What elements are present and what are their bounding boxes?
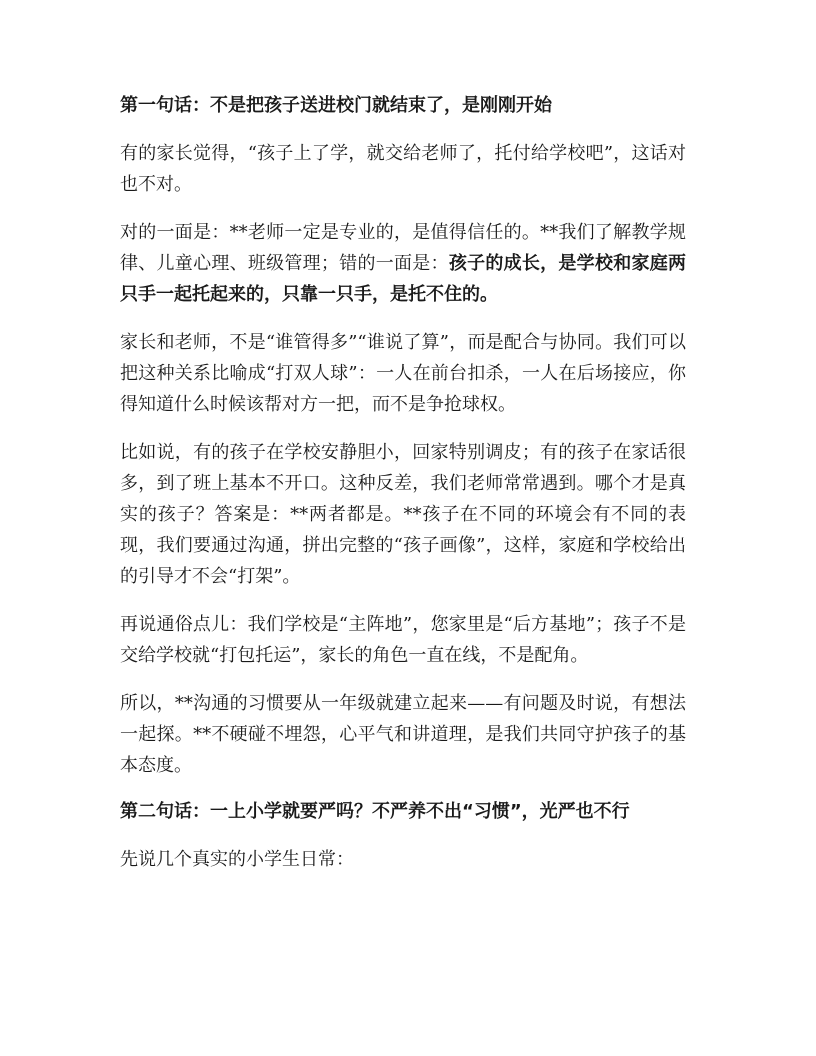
paragraph: 所以，**沟通的习惯要从一年级就建立起来——有问题及时说，有想法一起探。**不硬碰不埋怨，心平气和讲道理，是我们共同守护孩子的基本态度。 (120, 693, 686, 776)
paragraph: 比如说，有的孩子在学校安静胆小，回家特别调皮；有的孩子在家话很多，到了班上基本不开口。这种反差，我们老师常常遇到。哪个才是真实的孩子？答案是：**两者都是。**孩子在不同的环境会有不同的表现，我们要通过沟通，拼出完整的“孩子画像”，这样，家庭和学校给出的引导才不会“打架”。 (120, 442, 686, 587)
section-heading-2: 第二句话：一上小学就要严吗？不严养不出“习惯”，光严也不行 (120, 801, 630, 822)
document-page (120, 92, 686, 892)
paragraph: 先说几个真实的小学生日常： (120, 849, 354, 870)
paragraph: 家长和老师，不是“谁管得多”“谁说了算”，而是配合与协同。我们可以把这种关系比喻成“打双人球”：一人在前台扣杀，一人在后场接应，你得知道什么时候该帮对方一把，而不是争抢球权。 (120, 332, 686, 415)
paragraph: 再说通俗点儿：我们学校是“主阵地”，您家里是“后方基地”；孩子不是交给学校就“打包托运”，家长的角色一直在线，不是配角。 (120, 614, 686, 666)
section-heading-1: 第一句话：不是把孩子送进校门就结束了，是刚刚开始 (120, 95, 552, 116)
paragraph-text: 对的一面是：**老师一定是专业的，是值得信任的。**我们了解教学规律、儿童心理、班级管理；错的一面是： (120, 222, 686, 274)
paragraph: 有的家长觉得，“孩子上了学，就交给老师了，托付给学校吧”，这话对也不对。 (120, 143, 686, 195)
paragraph (120, 217, 686, 310)
bold-emphasis: 孩子的成长，是学校和家庭两只手一起托起来的，只靠一只手，是托不住的。 (120, 253, 687, 305)
